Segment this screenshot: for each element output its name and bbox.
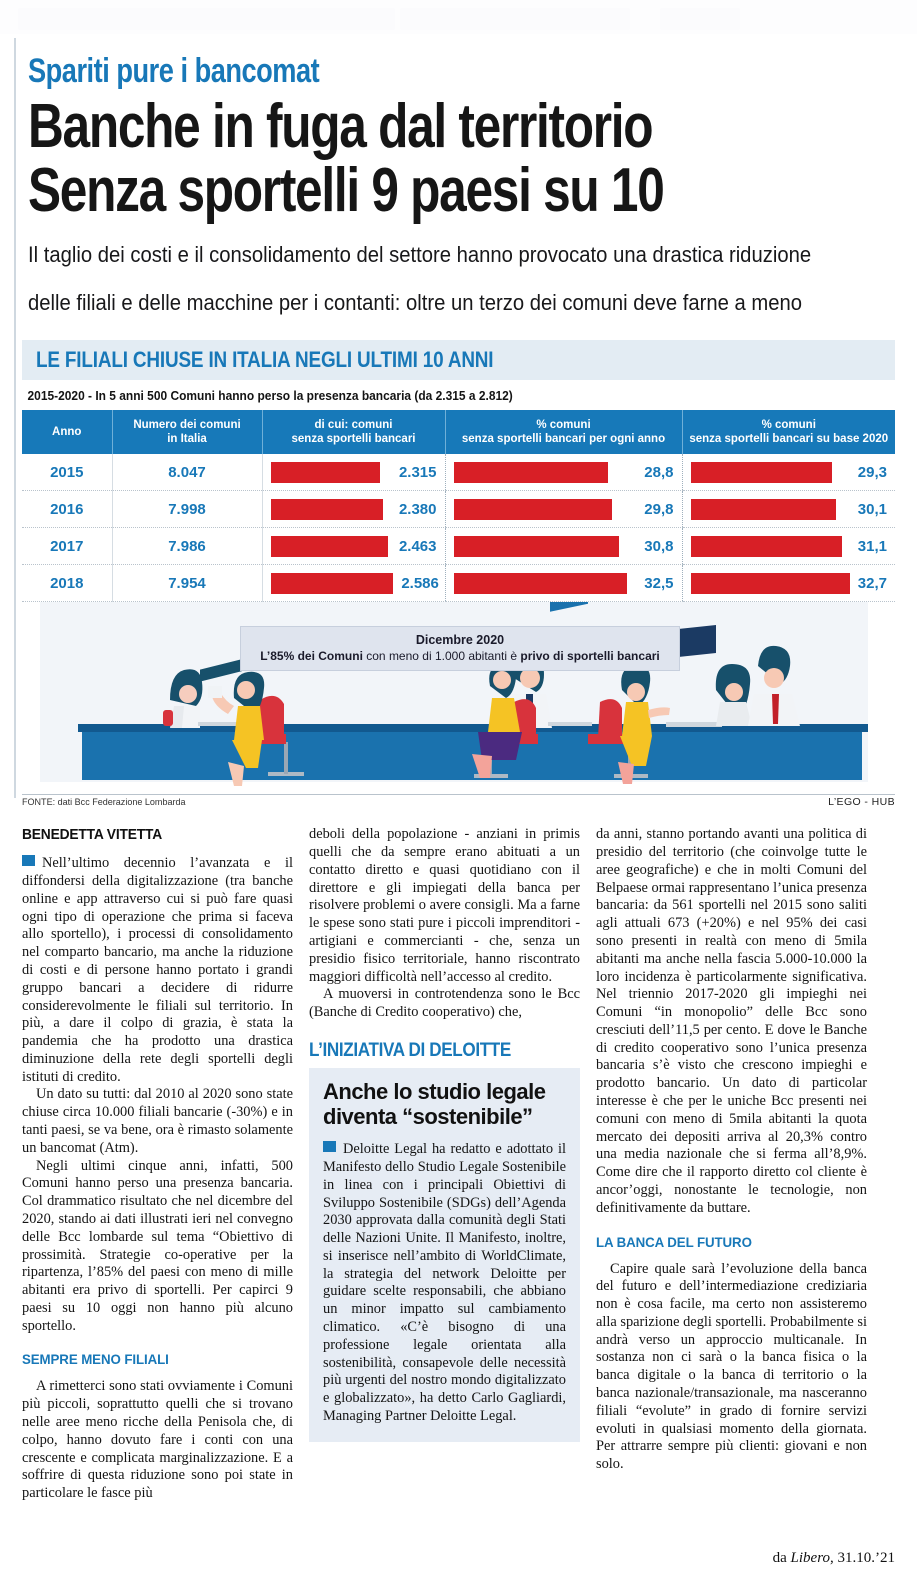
scan-artifact <box>245 8 395 30</box>
person-7 <box>748 646 800 726</box>
cell-numero-comuni: 7.998 <box>112 491 262 528</box>
infographic <box>22 340 895 603</box>
sidebar-kicker-deloitte: L’INIZIATIVA DI DELOITTE <box>309 1039 511 1061</box>
bar-wrap <box>691 565 888 601</box>
cell-year: 2015 <box>22 454 112 491</box>
page-footer <box>773 1550 895 1567</box>
bar-wrap <box>271 565 437 601</box>
article-column-1 <box>22 826 293 1503</box>
col-header-pct-anno: % comuni senza sportelli bancari per ogni anno <box>445 410 682 455</box>
sidebar-title <box>323 1080 566 1129</box>
infographic-title-bar <box>22 340 895 380</box>
paragraph: da anni, stanno portando avanti una politica di presidio del territorio (che coinvolge tutte le aree geografiche) e che in molti Comuni del Belpaese ormai rappresentano l’unica presenza bancaria: da 561 sportelli nel 2015 sono saliti agli attuali 673 (+20%) e nel 95% dei casi sono presenti in realtà con meno di 5mila abitanti ma anche nella fascia 5.000-10.000 la loro incidenza è particolarmente significativa. Nel triennio 2017-2020 gli impieghi nei Comuni “in monopolio” delle Bcc sono cresciuti dell’11,5 per cento. E dove le Banche di credito cooperativo sono l’unica presenza bancaria s’è visto che crescono impieghi e prodotto bancario. Un dato di particolar interesse è che per le uniche Bcc presenti nei comuni con meno di 5mila abitanti la quota mercato dei depositi arriva al 20,3% contro una media nazionale che si ferma all’8,9%. Come dire che il rapporto diretto col cliente è ancor’oggi, nonostante le tecnologie, non definitivamente da buttare. <box>596 826 867 1216</box>
bar-wrap <box>454 528 674 564</box>
bar-wrap <box>454 565 674 601</box>
cell-pct-base-2020 <box>682 528 895 565</box>
paragraph: A muoversi in controtendenza sono le Bcc (Banche di Credito cooperativo) che, <box>309 986 580 1021</box>
table-header-row <box>22 410 895 455</box>
paragraph: A rimetterci sono stati ovviamente i Comuni più piccoli, soprattutto quelli che si trovano nelle aree meno ricche della Penisola che, di colpo, hanno dovuto fare i conti con una crescente e complicata marginalizzazione. E a soffrire di questa riduzione sono poi state in particolare le fasce più <box>22 1378 293 1502</box>
paragraph: Negli ultimi cinque anni, infatti, 500 Comuni hanno perso una presenza bancaria. Col drammatico risultato che nel dicembre del 2020, stando ai dati illustrati ieri nel convegno delle Bcc lombarde sul tema “Obiettivo di prossimità. Strategie co-operative per la ripartenza, l’85% del paesi con meno di mille abitanti era privo di sportelli. Per capirci 9 paesi su 10 oggi non hanno più alcuno sportello. <box>22 1157 293 1334</box>
col-header-anno: Anno <box>22 410 112 455</box>
paragraph-text: Deloitte Legal ha redatto e adottato il Manifesto dello Studio Legale Sostenibile in linea con i principali Obiettivi di Sviluppo Sostenibile (SDGs) dell’Agenda 2030 approvata dalla comunità degli Stati delle Nazioni Unite. Il Manifesto, inoltre, si inserisce nell’ambito di WorldClimate, la strategia del network Deloitte per guidare scelte responsabili, che abbiano un minor impatto sul cambiamento climatico. «C’è bisogno di una professione legale orientata alla sostenibilità, consapevole delle necessità più urgenti del nostro mondo digitalizzato e globalizzato», ha detto Carlo Gagliardi, Managing Partner Deloitte Legal. <box>323 1141 566 1424</box>
bar-wrap <box>691 491 888 527</box>
footer-date: , 31.10.’21 <box>830 1550 895 1566</box>
cell-pct-anno <box>445 454 682 491</box>
subheading-sempre-meno-filiali: SEMPRE MENO FILIALI <box>22 1351 169 1368</box>
bar-wrap <box>271 454 437 490</box>
bar-wrap <box>691 528 888 564</box>
cell-value: 32,5 <box>644 574 674 592</box>
cell-pct-anno <box>445 528 682 565</box>
newspaper-page <box>0 34 917 1503</box>
value-bar <box>454 573 628 594</box>
footer-paper-name: Libero <box>790 1550 830 1566</box>
cell-pct-anno <box>445 491 682 528</box>
col-header-pct-base-2020: % comuni senza sportelli bancari su base 2020 <box>682 410 895 455</box>
bar-wrap <box>271 491 437 527</box>
deloitte-sidebar-box <box>309 1068 580 1442</box>
paragraph: deboli della popolazione - anziani in primis quelli che da sempre erano abituati a un contatto diretto e quasi quotidiano con il direttore e gli impiegati della banca per risolvere problemi o avere consigli. Ma a farne le spese sono stati pure i piccoli imprenditori - artigiani e commercianti - che, senza un presidio fisico territoriale, hanno riscontrato maggiori difficoltà nell’accesso al credito. <box>309 826 580 985</box>
bar-wrap <box>691 454 888 490</box>
cell-value: 2.586 <box>401 574 439 592</box>
value-bar <box>691 499 836 520</box>
cell-year: 2016 <box>22 491 112 528</box>
cell-pct-base-2020 <box>682 454 895 491</box>
table-row <box>22 454 895 491</box>
cell-pct-anno <box>445 565 682 602</box>
right-margin-mask <box>868 602 895 792</box>
value-bar <box>454 536 619 557</box>
cell-year: 2018 <box>22 565 112 602</box>
table-row <box>22 565 895 602</box>
byline: BENEDETTA VITETTA <box>22 826 162 844</box>
value-bar <box>454 499 612 520</box>
callout-date: Dicembre 2020 <box>415 633 505 648</box>
footer-prefix: da <box>772 1550 791 1566</box>
standfirst-line-1: Il taglio dei costi e il consolidamento del settore hanno provocato una drastica riduzione <box>28 242 812 268</box>
callout-text <box>249 649 671 665</box>
office-illustration <box>22 602 895 792</box>
sidebar-title-line-1: Anche lo studio legale <box>323 1078 546 1104</box>
subheading-la-banca-del-futuro: LA BANCA DEL FUTURO <box>596 1233 752 1250</box>
desk-body <box>82 732 862 780</box>
person-6 <box>716 664 752 726</box>
paragraph <box>22 855 293 1086</box>
cell-year: 2017 <box>22 528 112 565</box>
article-column-2 <box>309 826 580 1503</box>
cell-value: 29,3 <box>857 463 887 481</box>
infographic-subtitle: 2015-2020 - In 5 anni 500 Comuni hanno perso la presenza bancaria (da 2.315 a 2.812) <box>27 387 513 403</box>
scan-artifact <box>400 8 630 30</box>
value-bar <box>691 536 842 557</box>
person-1 <box>163 659 246 728</box>
paragraph: Un dato su tutti: dal 2010 al 2020 sono state chiuse circa 10.000 filiali bancarie (-30%) e in tanti paesi, se va bene, ora è rimasto solamente un bancomat (Atm). <box>22 1086 293 1156</box>
paragraph: Capire quale sarà l’evoluzione della banca del futuro e dell’intermediazione crediziaria non è cosa facile, ma certo non assisteremo alla sparizione degli sportelli. Probabilmente si andrà verso un approccio multicanale. In sostanza non ci sarà o la banca fisica o la banca digitale o la banca di territorio o la banca nazionale/transazionale, ma nasceranno filiali “evolute” in grado di fornire servizi evoluti in qualsiasi momento della giornata. Per attrarre sempre più clienti: giovani e non solo. <box>596 1260 867 1473</box>
bar-wrap <box>271 528 437 564</box>
cell-value: 30,1 <box>857 500 887 518</box>
cell-pct-base-2020 <box>682 565 895 602</box>
cell-value: 28,8 <box>644 463 674 481</box>
cell-numero-comuni: 8.047 <box>112 454 262 491</box>
headline-line-1: Banche in fuga dal territorio <box>28 92 653 161</box>
cell-numero-comuni: 7.986 <box>112 528 262 565</box>
standfirst-line-2: delle filiali e delle macchine per i contanti: oltre un terzo dei comuni deve farne a meno <box>28 290 803 316</box>
bar-wrap <box>454 454 674 490</box>
value-bar <box>271 536 389 557</box>
table-body <box>22 454 895 602</box>
cell-numero-comuni: 7.954 <box>112 565 262 602</box>
cell-value: 2.380 <box>398 500 437 518</box>
top-scan-strip <box>0 0 917 34</box>
table-row <box>22 528 895 565</box>
cell-value: 2.315 <box>398 463 437 481</box>
source-credit-line <box>22 794 895 810</box>
article-columns <box>22 826 895 1503</box>
paragraph <box>323 1141 566 1426</box>
col-header-senza-sportelli: di cui: comuni senza sportelli bancari <box>262 410 445 455</box>
cell-value: 29,8 <box>644 500 674 518</box>
headline-line-2: Senza sportelli 9 paesi su 10 <box>28 156 664 226</box>
cell-senza-sportelli <box>262 565 445 602</box>
paragraph-text: Nell’ultimo decennio l’avanzata e il diffondersi della digitalizzazione (tra banche online e app attraverso cui si può fare quasi ogni tipo di operazione che prima si faceva allo sportello), i processi di consolidamento nel comparto bancario, ma anche la riduzione di costi e di persone hanno portato i grandi gruppo bancari a decidere di ridurre considerevolmente le filiali sul territorio. In più, a dare il colpo di grazia, è stata la pandemia che ha prodotto una drastica diminuzione della rete degli sportelli degli istituti di credito. <box>22 855 293 1085</box>
callout-bold-1: L’85% dei Comuni <box>260 648 363 663</box>
infographic-title: LE FILIALI CHIUSE IN ITALIA NEGLI ULTIMI 10 ANNI <box>36 346 494 372</box>
value-bar <box>454 462 608 483</box>
article-column-3 <box>596 826 867 1503</box>
bar-wrap <box>454 491 674 527</box>
source-text: FONTE: dati Bcc Federazione Lombarda <box>22 797 186 809</box>
sidebar-title-line-2: diventa “sostenibile” <box>323 1103 533 1129</box>
cell-value: 30,8 <box>644 537 674 555</box>
callout-bold-2: privo di sportelli bancari <box>520 648 660 663</box>
cell-pct-base-2020 <box>682 491 895 528</box>
filiali-table <box>22 410 895 603</box>
cell-senza-sportelli <box>262 528 445 565</box>
value-bar <box>271 499 384 520</box>
table-row <box>22 491 895 528</box>
col-header-numero-comuni: Numero dei comuni in Italia <box>112 410 262 455</box>
square-bullet-icon <box>22 855 35 866</box>
cell-value: 31,1 <box>857 537 887 555</box>
value-bar <box>691 573 850 594</box>
cell-value: 32,7 <box>857 574 887 592</box>
cell-senza-sportelli <box>262 454 445 491</box>
illustration-callout <box>240 626 680 671</box>
article-kicker: Spariti pure i bancomat <box>28 52 320 90</box>
square-bullet-icon <box>323 1141 336 1152</box>
value-bar <box>271 462 381 483</box>
value-bar <box>271 573 394 594</box>
cell-senza-sportelli <box>262 491 445 528</box>
scan-artifact <box>660 8 740 30</box>
callout-mid: con meno di 1.000 abitanti è <box>362 648 521 663</box>
cell-value: 2.463 <box>398 537 437 555</box>
credit-text: L’EGO - HUB <box>828 796 895 809</box>
value-bar <box>691 462 832 483</box>
